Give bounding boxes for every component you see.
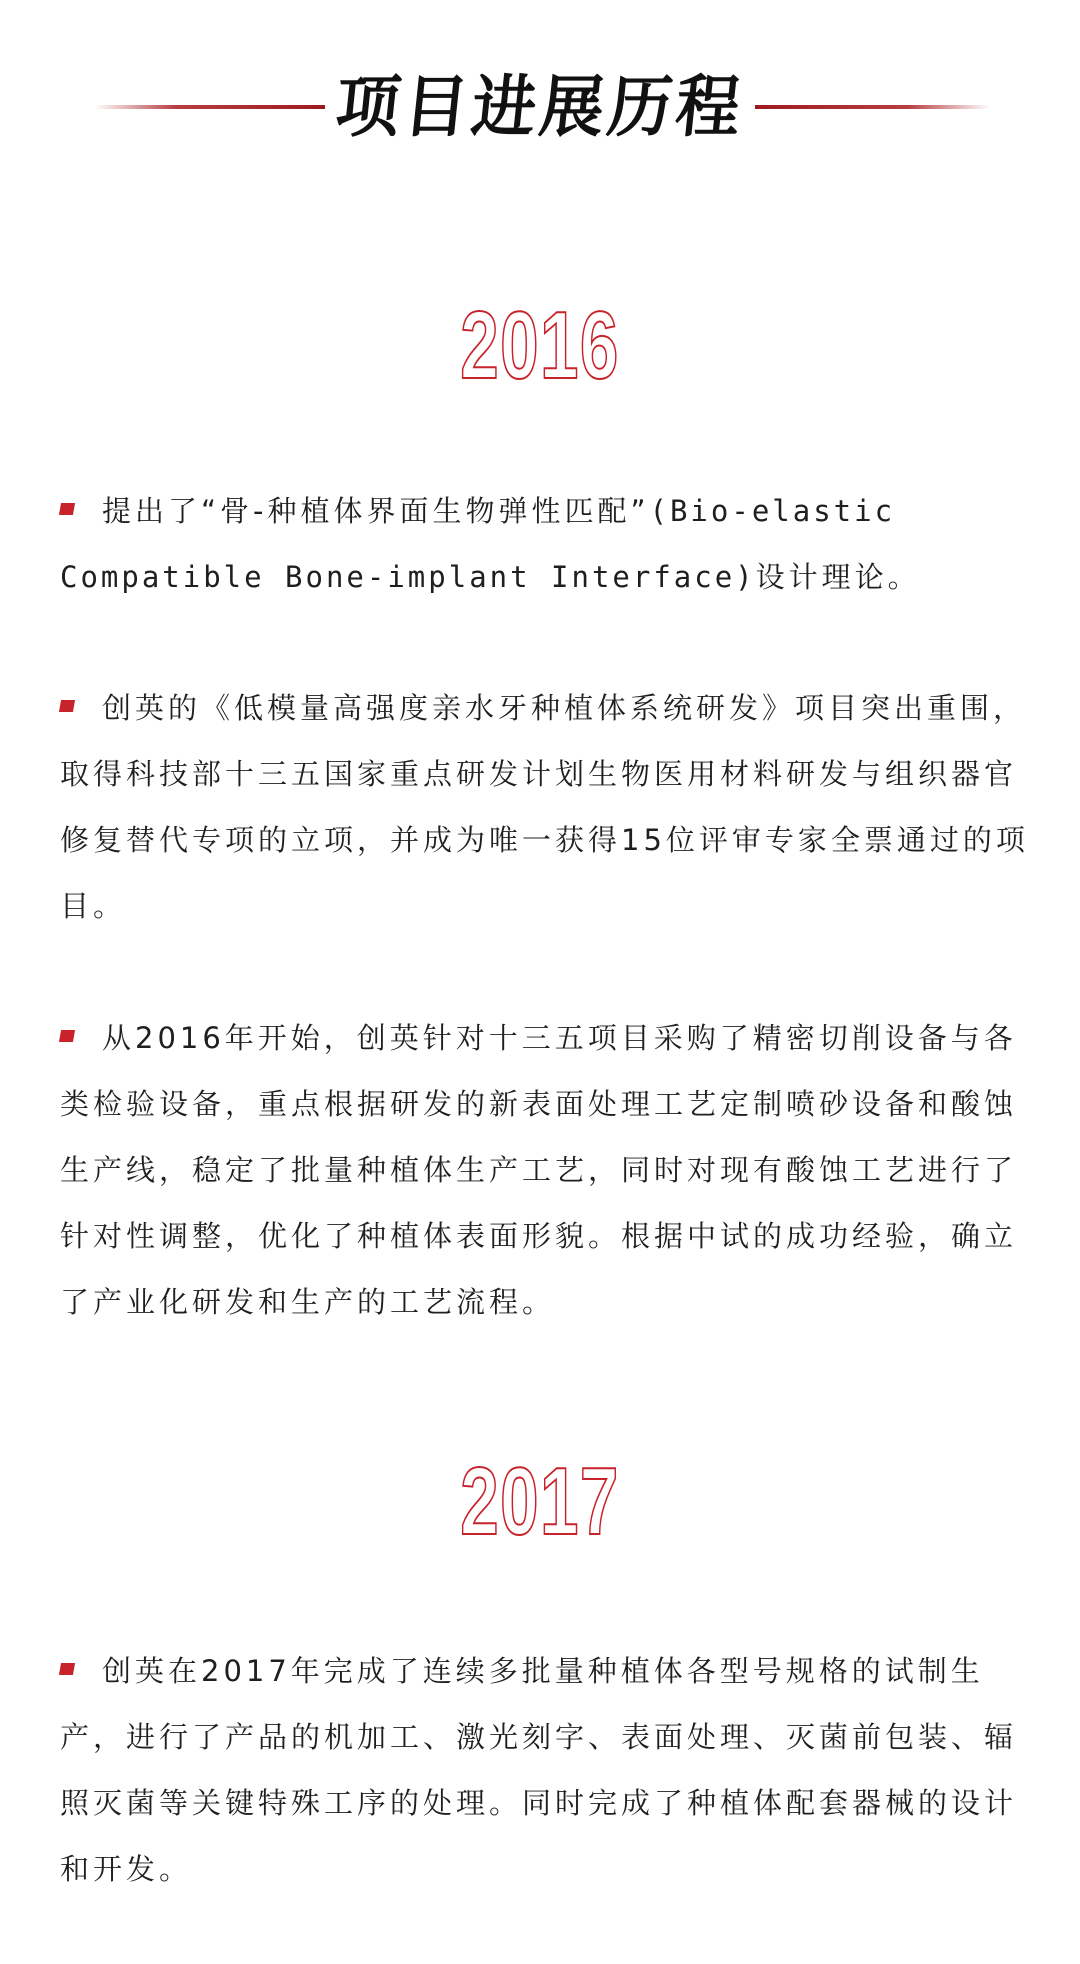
bullet-marker-icon	[59, 1663, 75, 1675]
year-heading-2016: 2016	[460, 292, 620, 399]
year-heading-2017: 2017	[460, 1448, 620, 1555]
timeline-item	[60, 1638, 1035, 1902]
timeline-item	[60, 675, 1035, 939]
bullet-marker-icon	[59, 1030, 75, 1042]
item-text: 创英在2017年完成了连续多批量种植体各型号规格的试制生产，进行了产品的机加工、激光刻字、表面处理、灭菌前包装、辐照灭菌等关键特殊工序的处理。同时完成了种植体配套器械的设计和开发。	[60, 1654, 1018, 1886]
section-header	[0, 68, 1080, 158]
header-divider-left	[95, 105, 325, 109]
timeline-item	[60, 478, 1035, 610]
item-text: 创英的《低模量高强度亲水牙种植体系统研发》项目突出重围，取得科技部十三五国家重点研发计划生物医用材料研发与组织器官修复替代专项的立项，并成为唯一获得15位评审专家全票通过的项目。	[60, 691, 1029, 923]
item-text-tail: 设计理论。	[755, 560, 921, 594]
item-text: 从2016年开始，创英针对十三五项目采购了精密切削设备与各类检验设备，重点根据研发的新表面处理工艺定制喷砂设备和酸蚀生产线，稳定了批量种植体生产工艺，同时对现有酸蚀工艺进行了针对性调整，优化了种植体表面形貌。根据中试的成功经验，确立了产业化研发和生产的工艺流程。	[60, 1021, 1018, 1319]
bullet-marker-icon	[59, 503, 75, 515]
timeline-item	[60, 1005, 1035, 1335]
page-title: 项目进展历程	[331, 69, 749, 147]
item-text-english: (Bio-elastic Compatible Bone-implant Interface)	[60, 494, 896, 594]
bullet-marker-icon	[59, 700, 75, 712]
item-text-lead: 提出了“骨-种植体界面生物弹性匹配”	[102, 494, 650, 528]
header-divider-right	[755, 105, 990, 109]
